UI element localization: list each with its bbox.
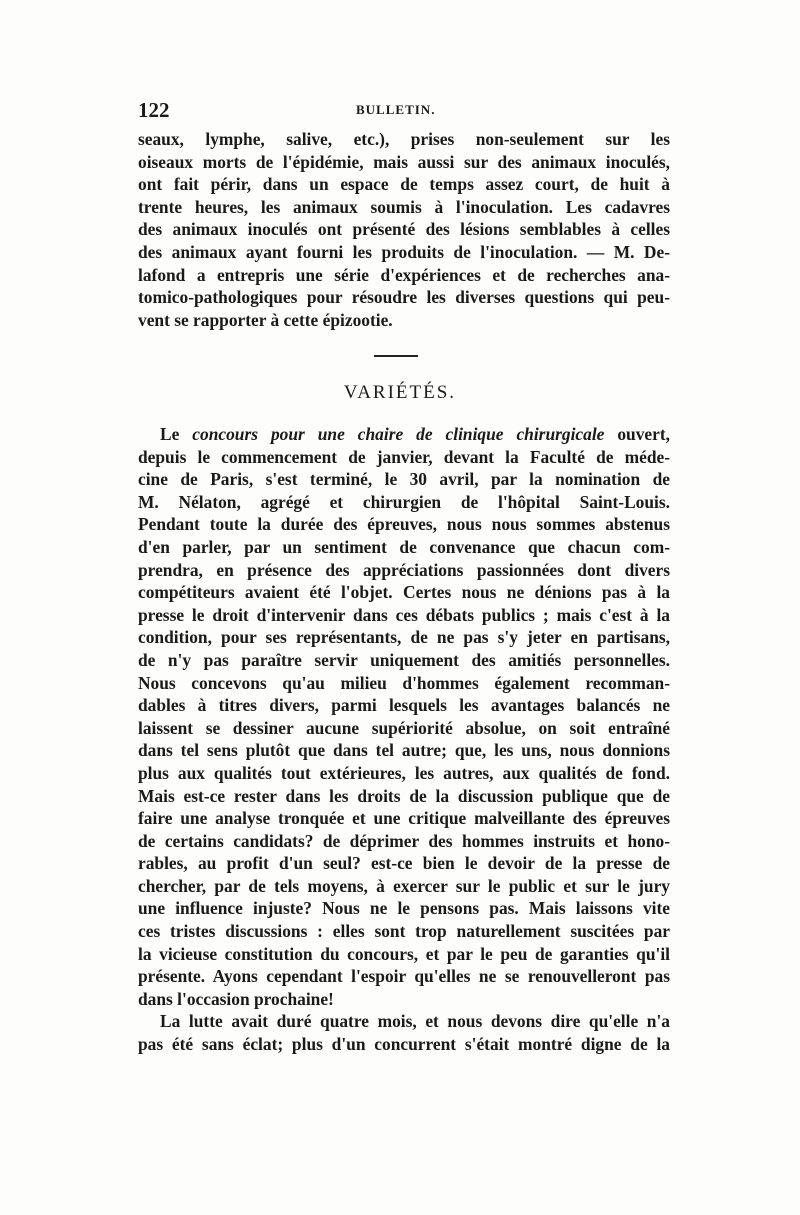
page-header <box>138 98 670 124</box>
text-line: rables, au profit d'un seul? est-ce bien le devoir de la presse de <box>138 853 670 874</box>
text-line: depuis le commencement de janvier, devant la Faculté de méde- <box>138 446 670 467</box>
text-run: ouvert, <box>604 424 670 444</box>
text-line: la vicieuse constitution du concours, et par le peu de garanties qu'il <box>138 943 670 964</box>
text-line: des animaux inoculés ont présenté des lésions semblables à celles <box>138 219 670 240</box>
italic-phrase: concours pour une chaire de clinique chirurgicale <box>192 424 605 444</box>
text-line: faire une analyse tronquée et une critique malveillante des épreuves <box>138 808 670 829</box>
text-line: tomico-pathologiques pour résoudre les diverses questions qui peu- <box>138 287 670 308</box>
running-head: BULLETIN. <box>356 102 436 117</box>
text-line: ces tristes discussions : elles sont trop naturellement suscitées par <box>138 921 670 942</box>
text-line: laissent se dessiner aucune supériorité absolue, on soit entraîné <box>138 717 670 738</box>
text-line: dans tel sens plutôt que dans tel autre; que, les uns, nous donnions <box>138 740 670 761</box>
text-line: une influence injuste? Nous ne le pensons pas. Mais laissons vite <box>138 898 670 919</box>
text-line: lafond a entrepris une série d'expériences et de recherches ana- <box>138 264 670 285</box>
text-line: prendra, en présence des appréciations passionnées dont divers <box>138 559 670 580</box>
text-line: de certains candidats? de déprimer des hommes instruits et hono- <box>138 830 670 851</box>
text-line: dables à titres divers, parmi lesquels les avantages balancés ne <box>138 695 670 716</box>
text-line: oiseaux morts de l'épidémie, mais aussi sur des animaux inoculés, <box>138 151 670 172</box>
text-line: chercher, par de tels moyens, à exercer sur le public et sur le jury <box>138 875 670 896</box>
section-divider <box>374 355 418 357</box>
text-line: pas été sans éclat; plus d'un concurrent s'était montré digne de la <box>138 1034 670 1055</box>
text-line: cine de Paris, s'est terminé, le 30 avril, par la nomination de <box>138 469 670 490</box>
text-line: condition, pour ses représentants, de ne pas s'y jeter en partisans, <box>138 627 670 648</box>
text-line: compétiteurs avaient été l'objet. Certes nous ne dénions pas à la <box>138 582 670 603</box>
text-line: plus aux qualités tout extérieures, les autres, aux qualités de fond. <box>138 762 670 783</box>
text-line: d'en parler, par un sentiment de convenance que chacun com- <box>138 536 670 557</box>
text-line: Pendant toute la durée des épreuves, nous nous sommes abstenus <box>138 514 670 535</box>
text-run: Le <box>160 424 193 444</box>
text-line: de n'y pas paraître servir uniquement des amitiés personnelles. <box>138 649 670 670</box>
section-title: VARIÉTÉS. <box>343 382 457 403</box>
text-line: La lutte avait duré quatre mois, et nous devons dire qu'elle n'a <box>160 1011 670 1032</box>
text-line <box>138 423 670 446</box>
text-line: presse le droit d'intervenir dans ces débats publics ; mais c'est à la <box>138 604 670 625</box>
text-line: présente. Ayons cependant l'espoir qu'elles ne se renouvelleront pas <box>138 966 670 987</box>
paragraph-inoculation <box>138 128 670 331</box>
text-line: dans l'occasion prochaine! <box>138 988 334 1009</box>
text-line: trente heures, les animaux soumis à l'inoculation. Les cadavres <box>138 196 670 217</box>
paragraph-concours <box>138 423 670 1056</box>
text-line: ont fait périr, dans un espace de temps assez court, de huit à <box>138 174 670 195</box>
page-number: 122 <box>138 98 170 122</box>
text-line: Nous concevons qu'au milieu d'hommes également recomman- <box>138 672 670 693</box>
text-line: vent se rapporter à cette épizootie. <box>138 309 393 330</box>
text-line: M. Nélaton, agrégé et chirurgien de l'hôpital Saint-Louis. <box>138 491 670 512</box>
text-line: seaux, lymphe, salive, etc.), prises non-seulement sur les <box>138 129 670 149</box>
text-line: Mais est-ce rester dans les droits de la discussion publique que de <box>138 785 670 806</box>
text-line: des animaux ayant fourni les produits de l'inoculation. — M. De- <box>138 241 670 262</box>
